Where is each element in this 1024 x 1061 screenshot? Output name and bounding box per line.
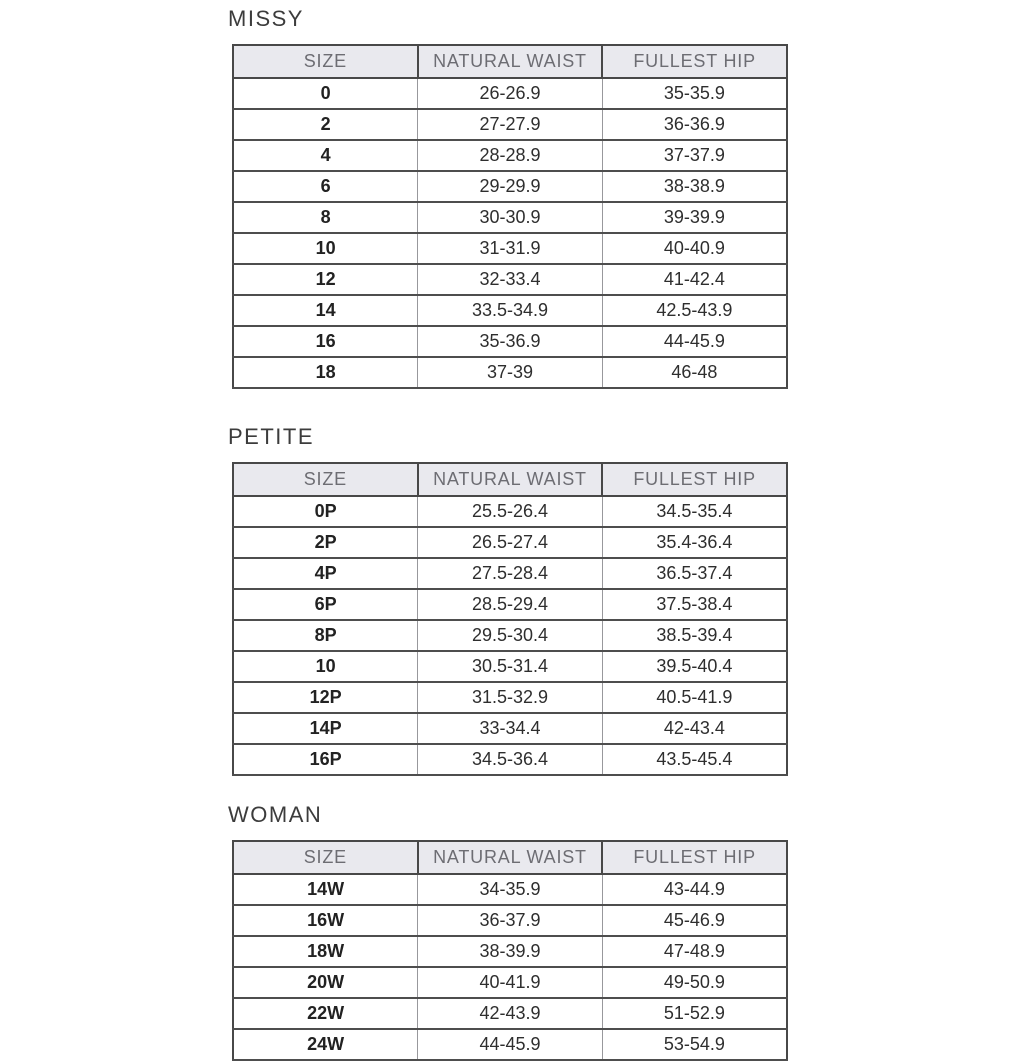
- petite-col-header-natural-waist: NATURAL WAIST: [418, 463, 603, 496]
- size-cell: 20W: [233, 967, 418, 998]
- table-row: [233, 171, 787, 202]
- natural-waist-cell: 42-43.9: [418, 998, 603, 1029]
- table-row: [233, 264, 787, 295]
- missy-col-header-natural-waist: NATURAL WAIST: [418, 45, 603, 78]
- natural-waist-cell: 31-31.9: [418, 233, 603, 264]
- table-row: [233, 357, 787, 388]
- fullest-hip-cell: 42.5-43.9: [602, 295, 787, 326]
- size-cell: 18W: [233, 936, 418, 967]
- size-cell: 16W: [233, 905, 418, 936]
- natural-waist-cell: 25.5-26.4: [418, 496, 603, 527]
- petite-size-table: [232, 462, 788, 776]
- table-row: [233, 744, 787, 775]
- missy-col-header-size: SIZE: [233, 45, 418, 78]
- fullest-hip-cell: 45-46.9: [602, 905, 787, 936]
- table-row: [233, 589, 787, 620]
- table-row: [233, 998, 787, 1029]
- size-cell: 8P: [233, 620, 418, 651]
- size-cell: 22W: [233, 998, 418, 1029]
- natural-waist-cell: 35-36.9: [418, 326, 603, 357]
- woman-size-table: [232, 840, 788, 1061]
- size-cell: 14P: [233, 713, 418, 744]
- natural-waist-cell: 36-37.9: [418, 905, 603, 936]
- table-row: [233, 620, 787, 651]
- natural-waist-cell: 31.5-32.9: [418, 682, 603, 713]
- size-cell: 14W: [233, 874, 418, 905]
- size-cell: 4: [233, 140, 418, 171]
- missy-header-row: [233, 45, 787, 78]
- natural-waist-cell: 27.5-28.4: [418, 558, 603, 589]
- fullest-hip-cell: 41-42.4: [602, 264, 787, 295]
- woman-col-header-natural-waist: NATURAL WAIST: [418, 841, 603, 874]
- natural-waist-cell: 28.5-29.4: [418, 589, 603, 620]
- size-cell: 12P: [233, 682, 418, 713]
- fullest-hip-cell: 43.5-45.4: [602, 744, 787, 775]
- table-row: [233, 140, 787, 171]
- size-cell: 2: [233, 109, 418, 140]
- fullest-hip-cell: 47-48.9: [602, 936, 787, 967]
- fullest-hip-cell: 46-48: [602, 357, 787, 388]
- natural-waist-cell: 32-33.4: [418, 264, 603, 295]
- table-row: [233, 496, 787, 527]
- natural-waist-cell: 29-29.9: [418, 171, 603, 202]
- size-cell: 16P: [233, 744, 418, 775]
- table-row: [233, 326, 787, 357]
- woman-section-title: WOMAN: [228, 802, 323, 827]
- fullest-hip-cell: 34.5-35.4: [602, 496, 787, 527]
- size-cell: 0: [233, 78, 418, 109]
- natural-waist-cell: 34-35.9: [418, 874, 603, 905]
- size-cell: 0P: [233, 496, 418, 527]
- size-cell: 12: [233, 264, 418, 295]
- fullest-hip-cell: 49-50.9: [602, 967, 787, 998]
- table-row: [233, 905, 787, 936]
- petite-section-title: PETITE: [228, 424, 315, 449]
- petite-col-header-size: SIZE: [233, 463, 418, 496]
- natural-waist-cell: 29.5-30.4: [418, 620, 603, 651]
- size-cell: 8: [233, 202, 418, 233]
- table-row: [233, 109, 787, 140]
- woman-col-header-fullest-hip: FULLEST HIP: [602, 841, 787, 874]
- table-row: [233, 967, 787, 998]
- table-row: [233, 295, 787, 326]
- fullest-hip-cell: 51-52.9: [602, 998, 787, 1029]
- size-cell: 2P: [233, 527, 418, 558]
- size-cell: 24W: [233, 1029, 418, 1060]
- natural-waist-cell: 33-34.4: [418, 713, 603, 744]
- fullest-hip-cell: 36.5-37.4: [602, 558, 787, 589]
- fullest-hip-cell: 40-40.9: [602, 233, 787, 264]
- size-cell: 10: [233, 651, 418, 682]
- table-row: [233, 527, 787, 558]
- missy-col-header-fullest-hip: FULLEST HIP: [602, 45, 787, 78]
- missy-table-body: [233, 78, 787, 388]
- fullest-hip-cell: 35-35.9: [602, 78, 787, 109]
- petite-section: [226, 425, 798, 776]
- table-row: [233, 651, 787, 682]
- petite-col-header-fullest-hip: FULLEST HIP: [602, 463, 787, 496]
- natural-waist-cell: 26.5-27.4: [418, 527, 603, 558]
- size-cell: 14: [233, 295, 418, 326]
- fullest-hip-cell: 38.5-39.4: [602, 620, 787, 651]
- table-row: [233, 78, 787, 109]
- size-cell: 6P: [233, 589, 418, 620]
- size-cell: 16: [233, 326, 418, 357]
- fullest-hip-cell: 40.5-41.9: [602, 682, 787, 713]
- fullest-hip-cell: 42-43.4: [602, 713, 787, 744]
- petite-table-body: [233, 496, 787, 775]
- fullest-hip-cell: 37.5-38.4: [602, 589, 787, 620]
- fullest-hip-cell: 35.4-36.4: [602, 527, 787, 558]
- fullest-hip-cell: 39-39.9: [602, 202, 787, 233]
- woman-header-row: [233, 841, 787, 874]
- missy-section: [226, 7, 798, 389]
- natural-waist-cell: 44-45.9: [418, 1029, 603, 1060]
- natural-waist-cell: 38-39.9: [418, 936, 603, 967]
- woman-table-body: [233, 874, 787, 1060]
- missy-section-title: MISSY: [228, 6, 304, 31]
- table-row: [233, 874, 787, 905]
- table-row: [233, 202, 787, 233]
- size-chart-content: [226, 0, 798, 1061]
- fullest-hip-cell: 37-37.9: [602, 140, 787, 171]
- woman-section: [226, 803, 798, 1061]
- table-row: [233, 936, 787, 967]
- fullest-hip-cell: 39.5-40.4: [602, 651, 787, 682]
- natural-waist-cell: 30-30.9: [418, 202, 603, 233]
- petite-header-row: [233, 463, 787, 496]
- table-row: [233, 1029, 787, 1060]
- size-cell: 18: [233, 357, 418, 388]
- size-cell: 4P: [233, 558, 418, 589]
- natural-waist-cell: 37-39: [418, 357, 603, 388]
- table-row: [233, 682, 787, 713]
- natural-waist-cell: 28-28.9: [418, 140, 603, 171]
- woman-col-header-size: SIZE: [233, 841, 418, 874]
- natural-waist-cell: 27-27.9: [418, 109, 603, 140]
- fullest-hip-cell: 44-45.9: [602, 326, 787, 357]
- natural-waist-cell: 33.5-34.9: [418, 295, 603, 326]
- size-cell: 6: [233, 171, 418, 202]
- natural-waist-cell: 26-26.9: [418, 78, 603, 109]
- natural-waist-cell: 30.5-31.4: [418, 651, 603, 682]
- table-row: [233, 713, 787, 744]
- natural-waist-cell: 40-41.9: [418, 967, 603, 998]
- fullest-hip-cell: 36-36.9: [602, 109, 787, 140]
- fullest-hip-cell: 53-54.9: [602, 1029, 787, 1060]
- fullest-hip-cell: 38-38.9: [602, 171, 787, 202]
- size-cell: 10: [233, 233, 418, 264]
- table-row: [233, 233, 787, 264]
- natural-waist-cell: 34.5-36.4: [418, 744, 603, 775]
- fullest-hip-cell: 43-44.9: [602, 874, 787, 905]
- table-row: [233, 558, 787, 589]
- missy-size-table: [232, 44, 788, 389]
